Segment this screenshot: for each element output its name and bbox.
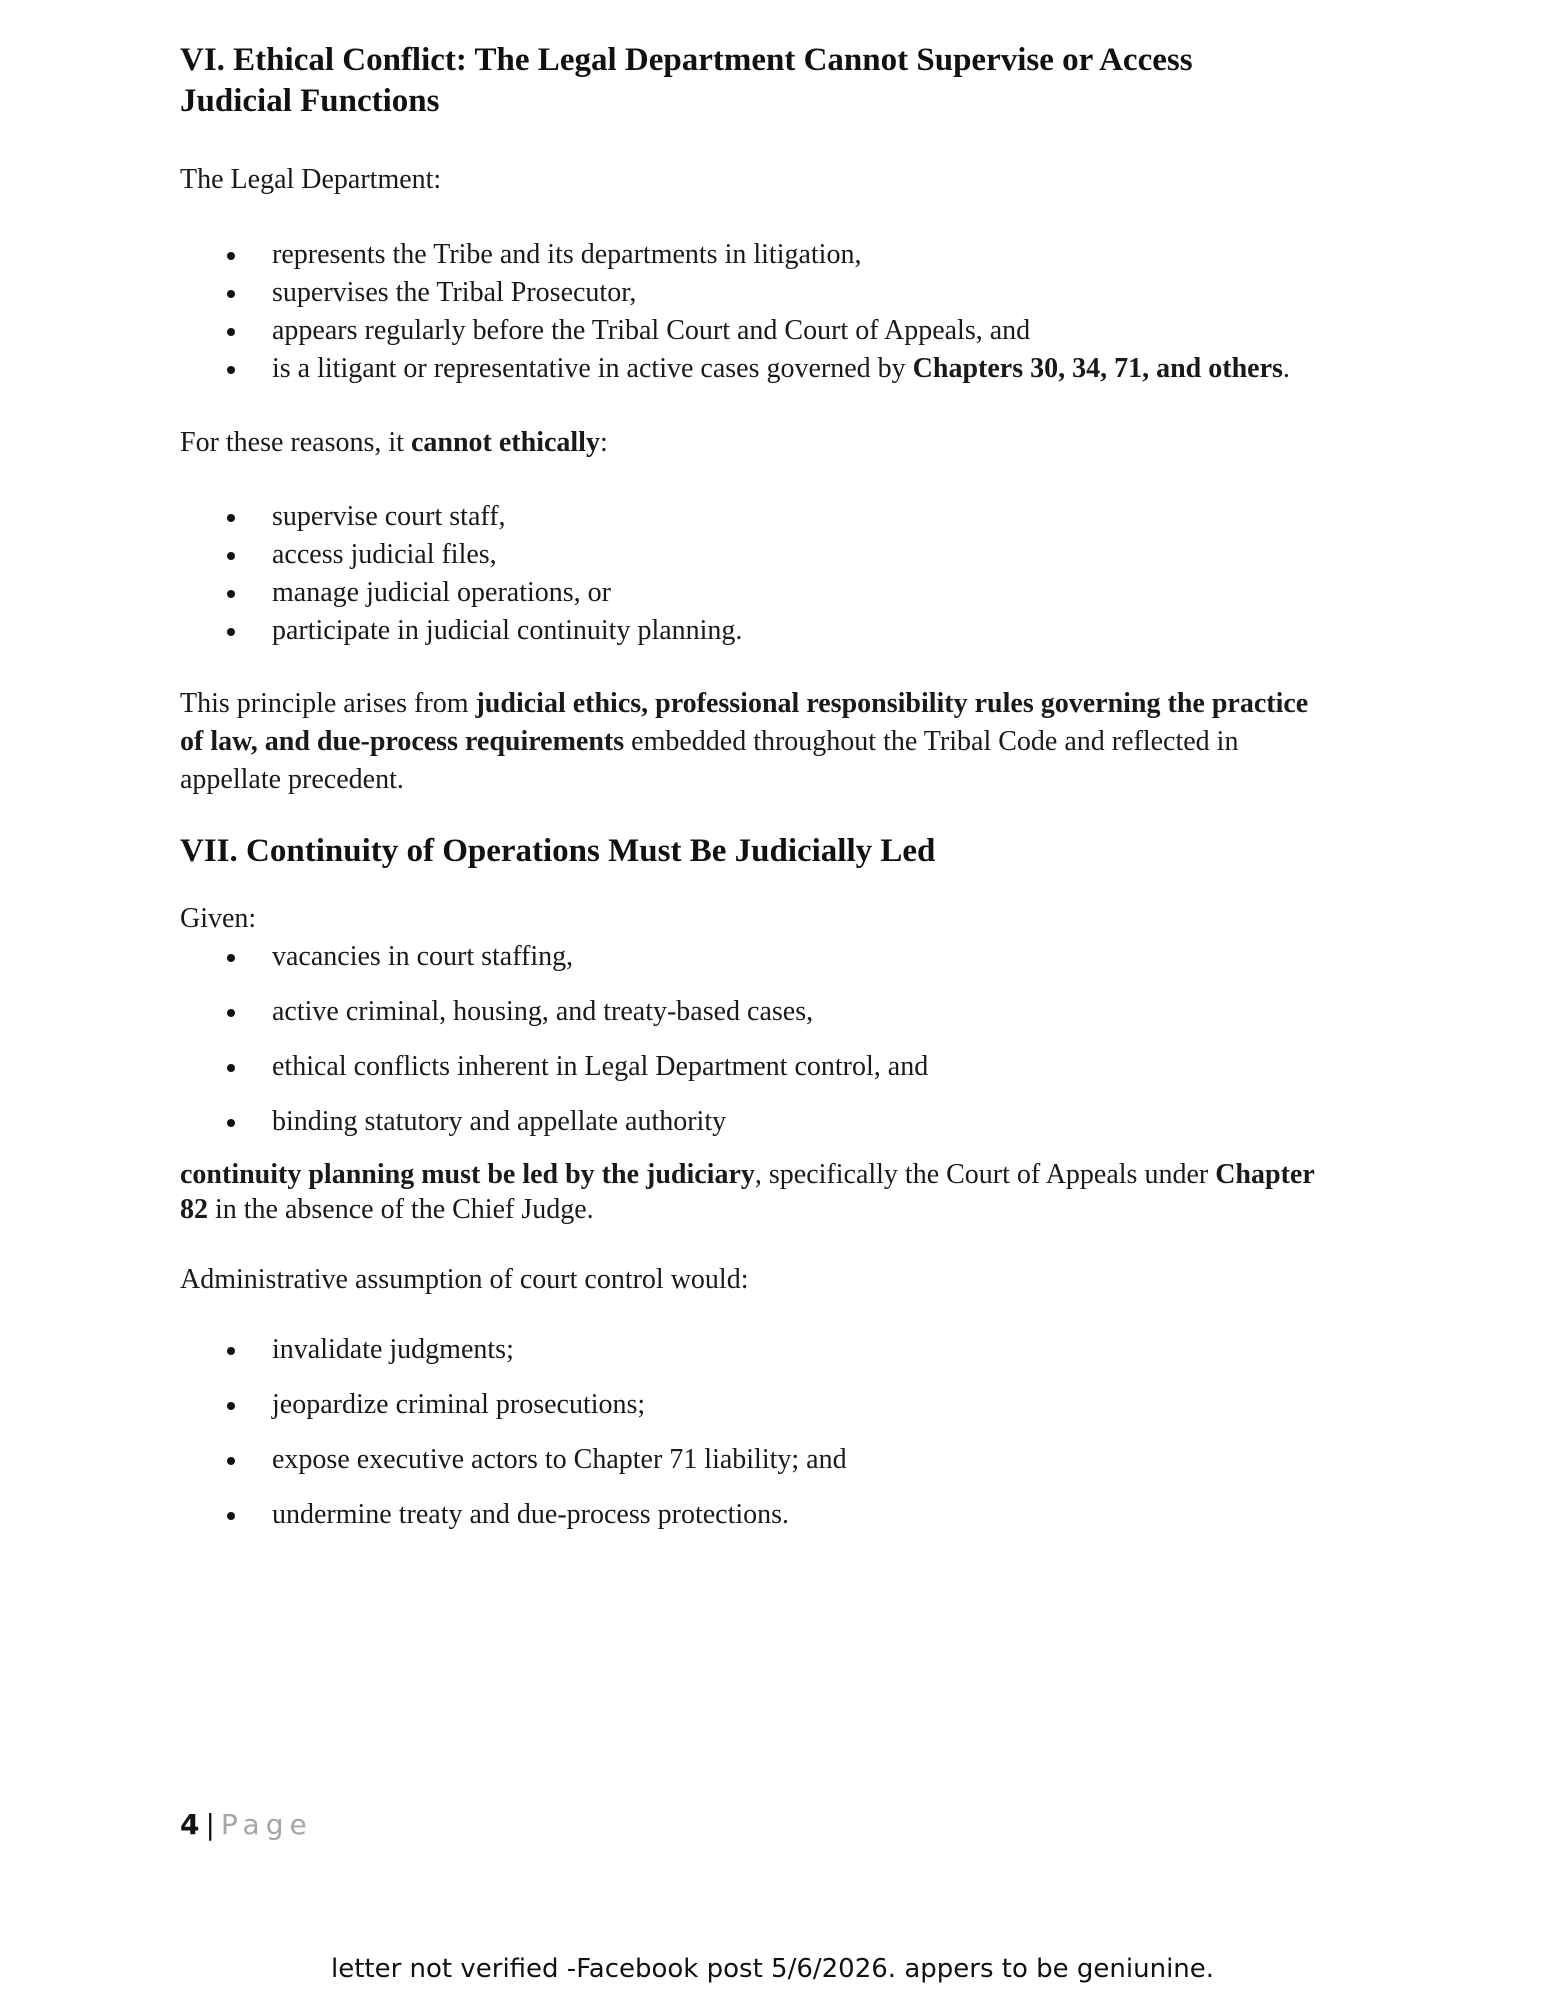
- page-footer: [180, 1808, 313, 1842]
- section-6-heading: [180, 40, 1320, 122]
- page-number: 4: [180, 1808, 200, 1841]
- ethics-reasons-intro: [180, 424, 1320, 462]
- list-item: binding statutory and appellate authority: [180, 1103, 1320, 1141]
- continuity-conclusion: [180, 1157, 1320, 1227]
- legal-department-intro: The Legal Department:: [180, 164, 442, 195]
- section-6-heading-line-2: Judicial Functions: [180, 83, 440, 119]
- legal-department-roles-list: [180, 236, 1320, 388]
- list-item: participate in judicial continuity planning.: [180, 612, 1320, 650]
- given-conditions-list: [180, 938, 1320, 1141]
- list-item: invalidate judgments;: [180, 1331, 1320, 1369]
- list-item: appears regularly before the Tribal Court and Court of Appeals, and: [180, 312, 1320, 350]
- list-item: undermine treaty and due-process protections.: [180, 1496, 1320, 1534]
- administrative-assumption-intro: Administrative assumption of court control would:: [180, 1264, 749, 1295]
- reasons-text: For these reasons, it: [180, 427, 411, 458]
- section-6-heading-line-1: VI. Ethical Conflict: The Legal Department Cannot Supervise or Access: [180, 42, 1193, 78]
- section-7-heading: VII. Continuity of Operations Must Be Judicially Led: [180, 833, 936, 869]
- list-item-punct: .: [1282, 353, 1290, 384]
- list-item: expose executive actors to Chapter 71 liability; and: [180, 1441, 1320, 1479]
- list-item: jeopardize criminal prosecutions;: [180, 1386, 1320, 1424]
- list-item: ethical conflicts inherent in Legal Department control, and: [180, 1048, 1320, 1086]
- list-item: [180, 350, 1320, 388]
- administrative-consequences-list: [180, 1331, 1320, 1534]
- principle-text-end: embedded throughout the Tribal Code and reflected in appellate precedent.: [180, 726, 1239, 795]
- given-intro: Given:: [180, 903, 257, 934]
- page-separator: |: [205, 1808, 215, 1841]
- reasons-colon: :: [599, 427, 608, 458]
- chapters-reference: Chapters 30, 34, 71, and others: [912, 353, 1283, 384]
- list-item-text: is a litigant or representative in active cases governed by: [272, 353, 913, 384]
- conclusion-text: , specifically the Court of Appeals under: [754, 1159, 1216, 1190]
- page-word: Page: [220, 1808, 313, 1841]
- list-item: supervises the Tribal Prosecutor,: [180, 274, 1320, 312]
- list-item: access judicial files,: [180, 536, 1320, 574]
- list-item: supervise court staff,: [180, 498, 1320, 536]
- principle-bold: judicial ethics, professional responsibility rules governing the practice of law, and due-process requirements: [180, 688, 1309, 757]
- chapter-82-reference: Chapter 82: [180, 1159, 1315, 1225]
- conclusion-end: in the absence of the Chief Judge.: [208, 1194, 594, 1225]
- principle-text: This principle arises from: [180, 688, 476, 719]
- image-caption: letter not verified -Facebook post 5/6/2026. appers to be geniunine.: [330, 1954, 1215, 1984]
- list-item: manage judicial operations, or: [180, 574, 1320, 612]
- list-item: vacancies in court staffing,: [180, 938, 1320, 976]
- prohibited-actions-list: [180, 498, 1320, 650]
- list-item: active criminal, housing, and treaty-based cases,: [180, 993, 1320, 1031]
- conclusion-bold: continuity planning must be led by the judiciary: [180, 1159, 755, 1190]
- list-item: represents the Tribe and its departments in litigation,: [180, 236, 1320, 274]
- page-content: [180, 40, 1320, 1534]
- principle-paragraph: [180, 685, 1320, 799]
- cannot-ethically: cannot ethically: [410, 427, 600, 458]
